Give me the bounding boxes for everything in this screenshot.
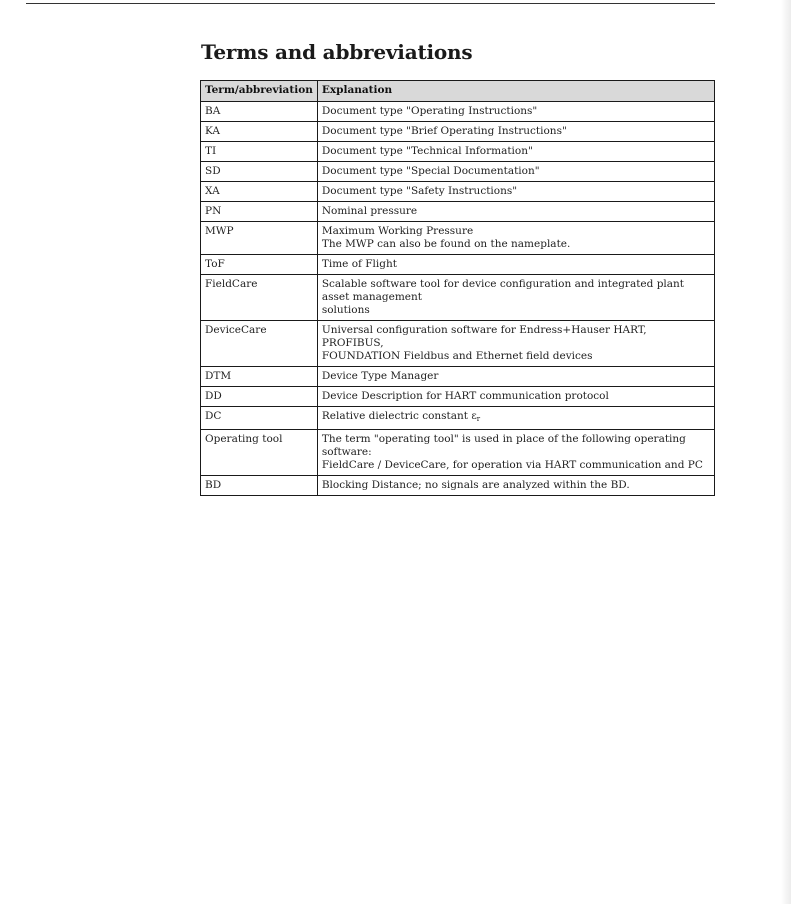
explanation-cell	[317, 430, 714, 476]
explanation-cell	[317, 387, 714, 407]
explanation-line: Maximum Working Pressure	[321, 225, 474, 237]
explanation-text: Relative dielectric constant ε	[321, 410, 477, 422]
table-row	[201, 122, 715, 142]
term-cell: MWP	[201, 222, 318, 255]
table-header-row	[201, 81, 715, 102]
explanation-cell	[317, 407, 714, 430]
page-edge-shadow	[781, 0, 791, 904]
table-row	[201, 275, 715, 321]
term-cell: XA	[201, 182, 318, 202]
explanation-line: The MWP can also be found on the nameplate.	[321, 238, 571, 250]
explanation-line: Universal configuration software for Endress+Hauser HART, PROFIBUS,	[321, 324, 647, 349]
term-cell: BA	[201, 102, 318, 122]
term-cell: DTM	[201, 367, 318, 387]
table-row	[201, 476, 715, 496]
term-cell: SD	[201, 162, 318, 182]
column-header-term: Term/abbreviation	[201, 81, 318, 102]
explanation-line: FieldCare / DeviceCare, for operation via HART communication and PC	[321, 459, 703, 471]
terms-table	[200, 80, 715, 496]
term-cell: Operating tool	[201, 430, 318, 476]
explanation-line: Document type "Operating Instructions"	[321, 105, 538, 117]
table-row	[201, 367, 715, 387]
explanation-line: FOUNDATION Fieldbus and Ethernet field devices	[321, 350, 593, 362]
table-row	[201, 407, 715, 430]
term-cell: FieldCare	[201, 275, 318, 321]
term-cell: DD	[201, 387, 318, 407]
term-cell: DeviceCare	[201, 321, 318, 367]
explanation-line: Time of Flight	[321, 258, 397, 270]
term-cell: KA	[201, 122, 318, 142]
table-row	[201, 387, 715, 407]
explanation-line: Scalable software tool for device configuration and integrated plant asset management	[321, 278, 685, 303]
explanation-line: Document type "Safety Instructions"	[321, 185, 518, 197]
explanation-line: Blocking Distance; no signals are analyzed within the BD.	[321, 479, 630, 491]
term-cell: TI	[201, 142, 318, 162]
explanation-line: Document type "Special Documentation"	[321, 165, 540, 177]
explanation-cell	[317, 102, 714, 122]
table-row	[201, 102, 715, 122]
table-row	[201, 255, 715, 275]
explanation-cell	[317, 275, 714, 321]
explanation-cell	[317, 182, 714, 202]
explanation-cell	[317, 142, 714, 162]
explanation-line: Document type "Brief Operating Instructions"	[321, 125, 567, 137]
explanation-cell	[317, 162, 714, 182]
explanation-line: Document type "Technical Information"	[321, 145, 533, 157]
explanation-cell	[317, 222, 714, 255]
term-cell: DC	[201, 407, 318, 430]
explanation-cell	[317, 122, 714, 142]
explanation-line: Device Type Manager	[321, 370, 439, 382]
explanation-cell	[317, 476, 714, 496]
explanation-cell	[317, 202, 714, 222]
explanation-line: Device Description for HART communication protocol	[321, 390, 609, 402]
explanation-line: The term "operating tool" is used in place of the following operating software:	[321, 433, 686, 458]
explanation-line: solutions	[321, 304, 370, 316]
explanation-line	[322, 410, 710, 426]
table-row	[201, 142, 715, 162]
explanation-cell	[317, 255, 714, 275]
page-top-rule	[26, 3, 715, 4]
explanation-line: Nominal pressure	[321, 205, 418, 217]
term-cell: PN	[201, 202, 318, 222]
table-row	[201, 321, 715, 367]
column-header-explanation: Explanation	[317, 81, 714, 102]
table-row	[201, 430, 715, 476]
explanation-cell	[317, 367, 714, 387]
term-cell: BD	[201, 476, 318, 496]
explanation-cell	[317, 321, 714, 367]
table-row	[201, 182, 715, 202]
subscript-r: r	[476, 415, 481, 423]
term-cell: ToF	[201, 255, 318, 275]
page-title: Terms and abbreviations	[201, 40, 473, 64]
table-row	[201, 202, 715, 222]
table-row	[201, 222, 715, 255]
table-row	[201, 162, 715, 182]
